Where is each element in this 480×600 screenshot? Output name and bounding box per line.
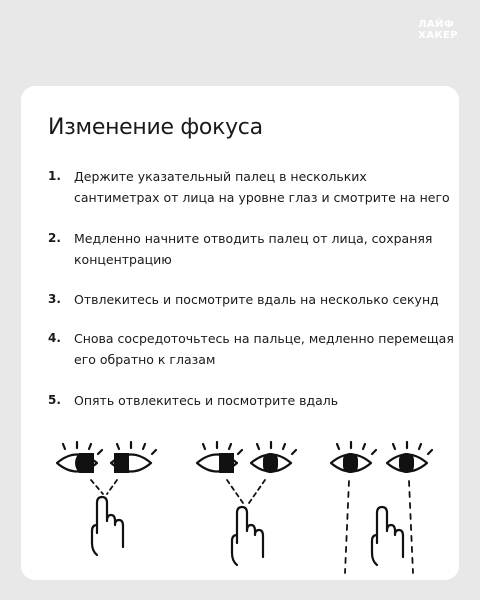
step-number: 2.: [48, 231, 61, 245]
card-title: Изменение фокуса: [48, 115, 263, 140]
step-text: Снова сосредоточьтесь на пальце, медленно перемещая его обратно к глазам: [74, 331, 454, 367]
step-number: 1.: [48, 169, 61, 183]
step-text: Отвлекитесь и посмотрите вдаль на несколько секунд: [74, 292, 439, 307]
dashed-gaze-lines: [91, 480, 117, 494]
dashed-gaze-lines: [227, 480, 265, 503]
step-text: Держите указательный палец в нескольких сантиметрах от лица на уровне глаз и смотрите на него: [74, 169, 450, 205]
eyes-icon: [331, 442, 432, 473]
step-text: Медленно начните отводить палец от лица, сохраняя концентрацию: [74, 231, 433, 267]
step-number: 5.: [48, 393, 61, 407]
dashed-gaze-lines: [345, 481, 413, 573]
pointing-hand-icon: [92, 497, 123, 555]
eyes-icon: [197, 442, 296, 473]
pointing-hand-icon: [372, 507, 403, 565]
brand-logo: [418, 19, 458, 41]
pointing-hand-icon: [232, 507, 263, 565]
eyes-icon: [57, 442, 156, 473]
focus-illustration: [21, 431, 459, 576]
step-number: 4.: [48, 331, 61, 345]
info-card: [21, 86, 459, 580]
step-text: Опять отвлекитесь и посмотрите вдаль: [74, 393, 339, 408]
logo-line-2: ХАКЕР: [418, 30, 458, 41]
logo-line-1: ЛАЙФ: [418, 19, 455, 30]
step-number: 3.: [48, 292, 61, 306]
